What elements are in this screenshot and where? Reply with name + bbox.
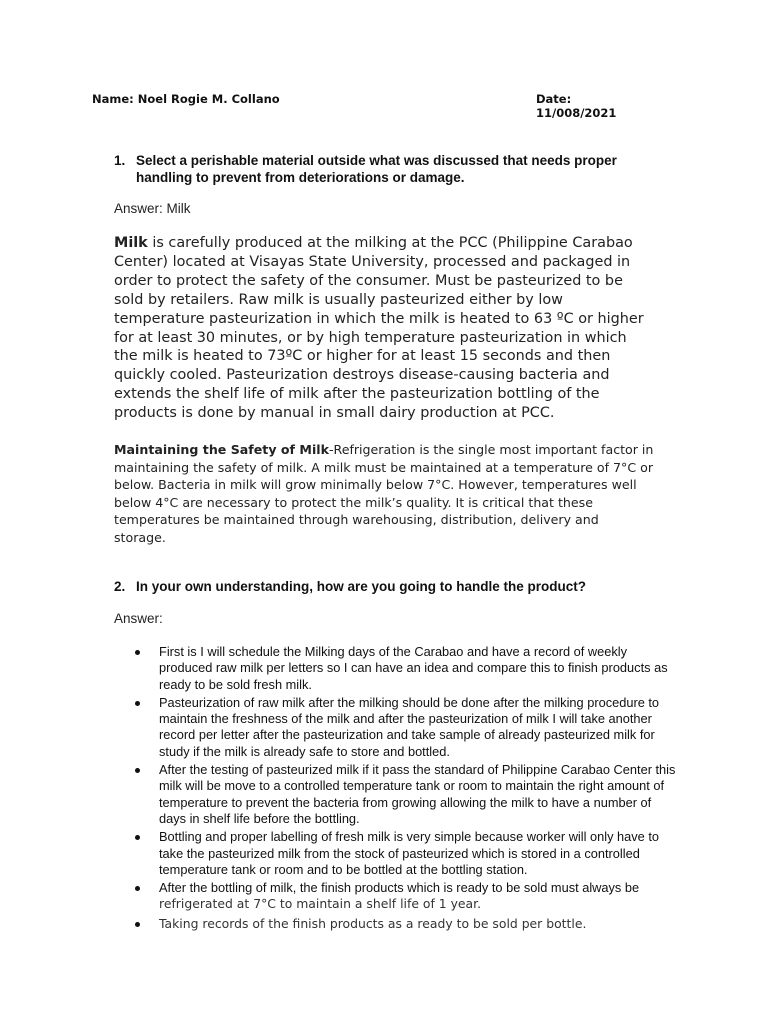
bullet-text: Taking records of the finish products as a ready to be sold per bottle. [159, 915, 587, 931]
question-1-number: 1. [114, 153, 126, 168]
bullet-icon [135, 835, 140, 840]
bullet-text: After the bottling of milk, the finish products which is ready to be sold must always be [159, 880, 640, 896]
list-item [132, 915, 680, 933]
bullet-text: First is I will schedule the Milking days of the Carabao and have a record of weekly produced raw milk per letters so I can have an idea and compare this to finish products as ready to be sold fresh milk. [159, 644, 668, 692]
list-item [132, 829, 680, 878]
milk-paragraph [114, 234, 654, 423]
milk-paragraph-lead: Milk [114, 235, 148, 251]
bullet-icon [135, 768, 140, 773]
bullet-text-tail: refrigerated at 7°C to maintain a shelf life of 1 year. [159, 896, 482, 912]
safety-paragraph [114, 441, 654, 546]
bullet-icon [135, 922, 140, 927]
safety-paragraph-body: -Refrigeration is the single most important factor in maintaining the safety of milk. A milk must be maintained at a temperature of 7°C or below. Bacteria in milk will grow minimally below 7°C. However, temperatures well below 4°C are necessary to protect the milk’s quality. It is critical that these temperatures be maintained through warehousing, distribution, delivery and storage. [114, 442, 654, 545]
bullet-icon [135, 701, 140, 706]
header [92, 92, 652, 120]
answer-1-label: Answer: Milk [114, 201, 191, 216]
bullet-text: Bottling and proper labelling of fresh milk is very simple because worker will only have to take the pasteurized milk from the stock of pasteurized which is stored in a controlled temperature tank or room and to be bottled at the bottling station. [159, 829, 660, 877]
bullet-text: Pasteurization of raw milk after the milking should be done after the milking procedure to maintain the freshness of the milk and after the pasteurization of milk I will take another record per letter after the pasteurization and take sample of already pasteurized milk for study if the milk is already safe to store and bottled. [159, 694, 660, 759]
student-name: Name: Noel Rogie M. Collano [92, 92, 280, 106]
list-item [132, 762, 680, 827]
answer-2-label: Answer: [114, 611, 163, 626]
list-item [132, 880, 680, 913]
list-item [132, 695, 680, 760]
document-date: Date: 11/008/2021 [536, 92, 617, 120]
bullet-icon [135, 886, 140, 891]
question-1 [114, 152, 654, 186]
question-2-number: 2. [114, 579, 126, 594]
milk-paragraph-body: is carefully produced at the milking at the PCC (Philippine Carabao Center) located at Visayas State University, processed and packaged in order to protect the safety of the consumer. Must be pasteurized to be sold by retailers. Raw milk is usually pasteurized either by low temperature pasteurization in which the milk is heated to 63 ºC or higher for at least 30 minutes, or by high temperature pasteurization in which the milk is heated to 73ºC or higher for at least 15 seconds and then quickly cooled. Pasteurization destroys disease-causing bacteria and extends the shelf life of milk after the pasteurization bottling of the products is done by manual in small dairy production at PCC. [114, 235, 644, 422]
question-2 [114, 578, 654, 595]
bullet-text: After the testing of pasteurized milk if it pass the standard of Philippine Carabao Center this milk will be move to a controlled temperature tank or room to maintain the right amount of temperature to prevent the bacteria from growing allowing the milk to have a number of days in shelf life before the bottling. [159, 762, 676, 826]
list-item [132, 644, 680, 693]
bullet-icon [135, 650, 140, 655]
question-1-text: Select a perishable material outside what was discussed that needs proper handling to prevent from deteriorations or damage. [136, 153, 617, 185]
safety-paragraph-lead: Maintaining the Safety of Milk [114, 442, 329, 457]
question-2-text: In your own understanding, how are you going to handle the product? [136, 579, 586, 594]
answer-bullet-list [132, 644, 680, 935]
